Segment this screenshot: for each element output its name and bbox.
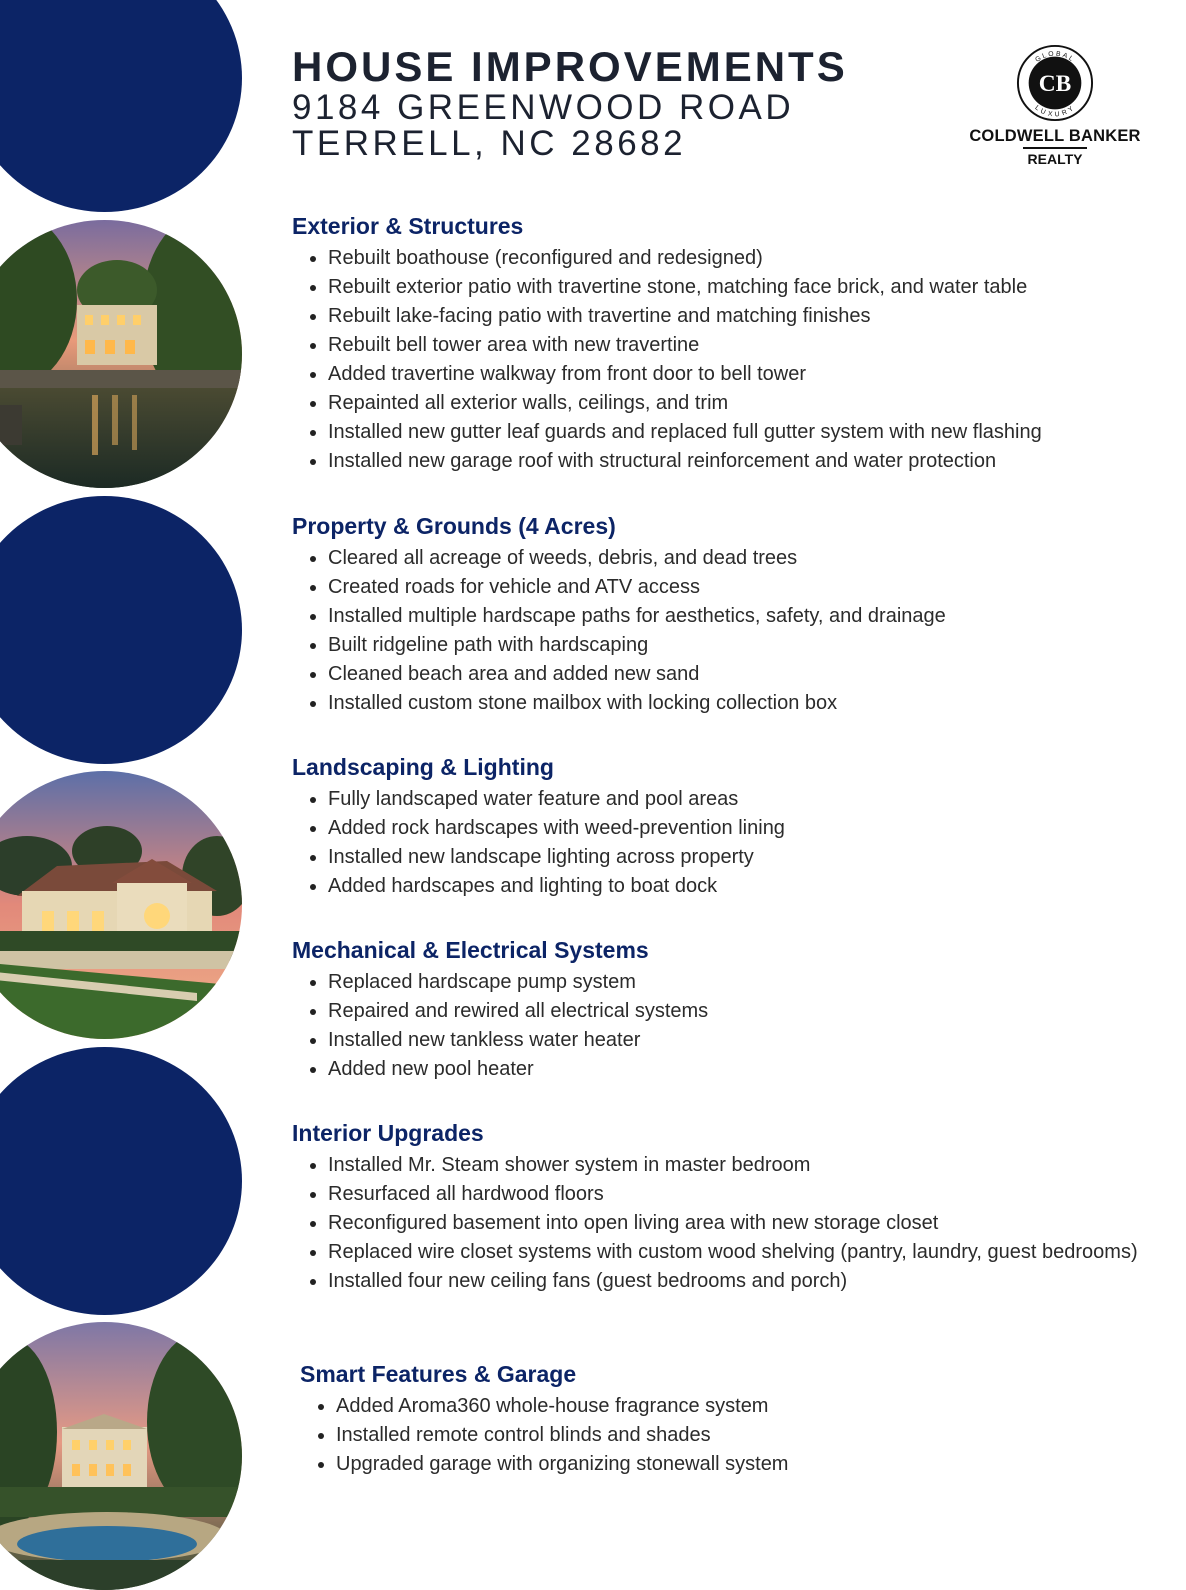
- lake-house-photo: [0, 220, 242, 488]
- seal-mark: CB: [1038, 70, 1072, 97]
- section-exterior-structures: [292, 212, 1152, 476]
- list-item: • Replaced wire closet systems with custom wood shelving (pantry, laundry, guest bedrooms): [328, 1238, 1152, 1267]
- section-landscaping-lighting: [292, 753, 1152, 901]
- coldwell-banker-logo: [962, 44, 1148, 169]
- bullet-list: [292, 244, 1152, 476]
- list-item: • Cleaned beach area and added new sand: [328, 660, 1152, 689]
- list-item: • Rebuilt bell tower area with new travertine: [328, 331, 1152, 360]
- list-item: • Added Aroma360 whole-house fragrance system: [336, 1392, 1160, 1421]
- page-title: HOUSE IMPROVEMENTS: [292, 43, 848, 90]
- section-property-grounds: [292, 512, 1152, 718]
- global-luxury-seal-icon: [1016, 44, 1094, 122]
- section-interior-upgrades: [292, 1119, 1152, 1296]
- seal-bottom-text: LUXURY: [1033, 104, 1077, 119]
- section-smart-features-garage: [300, 1360, 1160, 1479]
- section-heading: Exterior & Structures: [292, 213, 524, 239]
- section-heading: Property & Grounds (4 Acres): [292, 513, 616, 539]
- list-item: • Rebuilt lake-facing patio with travertine and matching finishes: [328, 302, 1152, 331]
- list-item: • Resurfaced all hardwood floors: [328, 1180, 1152, 1209]
- section-heading: Mechanical & Electrical Systems: [292, 937, 649, 963]
- section-heading: Landscaping & Lighting: [292, 754, 554, 780]
- list-item: • Installed custom stone mailbox with locking collection box: [328, 689, 1152, 718]
- house-exterior-photo: [0, 771, 242, 1039]
- list-item: • Reconfigured basement into open living area with new storage closet: [328, 1209, 1152, 1238]
- bullet-list: [300, 1392, 1160, 1479]
- section-heading: Smart Features & Garage: [300, 1361, 577, 1387]
- address-line-2: TERRELL, NC 28682: [292, 124, 687, 163]
- list-item: • Installed new tankless water heater: [328, 1026, 1152, 1055]
- list-item: • Added rock hardscapes with weed-prevention lining: [328, 814, 1152, 843]
- list-item: • Installed new landscape lighting across property: [328, 843, 1152, 872]
- section-mechanical-electrical: [292, 936, 1152, 1084]
- list-item: • Added travertine walkway from front door to bell tower: [328, 360, 1152, 389]
- address-line-1: 9184 GREENWOOD ROAD: [292, 88, 795, 127]
- bullet-list: [292, 544, 1152, 718]
- bullet-list: [292, 1151, 1152, 1296]
- pool-house-photo: [0, 1322, 242, 1590]
- list-item: • Added new pool heater: [328, 1055, 1152, 1084]
- list-item: • Installed four new ceiling fans (guest bedrooms and porch): [328, 1267, 1152, 1296]
- document-header: [292, 44, 848, 162]
- list-item: • Upgraded garage with organizing stonewall system: [336, 1450, 1160, 1479]
- brand-name: COLDWELL BANKER: [969, 127, 1141, 145]
- list-item: • Fully landscaped water feature and pool areas: [328, 785, 1152, 814]
- section-heading: Interior Upgrades: [292, 1120, 484, 1146]
- list-item: • Rebuilt boathouse (reconfigured and redesigned): [328, 244, 1152, 273]
- seal-top-text: GLOBAL: [1034, 50, 1076, 64]
- list-item: • Cleared all acreage of weeds, debris, and dead trees: [328, 544, 1152, 573]
- list-item: • Built ridgeline path with hardscaping: [328, 631, 1152, 660]
- list-item: • Installed new gutter leaf guards and replaced full gutter system with new flashing: [328, 418, 1152, 447]
- list-item: • Created roads for vehicle and ATV access: [328, 573, 1152, 602]
- bullet-list: [292, 785, 1152, 901]
- list-item: • Installed remote control blinds and shades: [336, 1421, 1160, 1450]
- list-item: • Installed new garage roof with structural reinforcement and water protection: [328, 447, 1152, 476]
- navy-circle: [0, 496, 242, 764]
- brand-sub: REALTY: [1023, 147, 1087, 168]
- list-item: • Rebuilt exterior patio with travertine stone, matching face brick, and water table: [328, 273, 1152, 302]
- list-item: • Added hardscapes and lighting to boat dock: [328, 872, 1152, 901]
- list-item: • Repainted all exterior walls, ceilings, and trim: [328, 389, 1152, 418]
- bullet-list: [292, 968, 1152, 1084]
- list-item: • Installed multiple hardscape paths for aesthetics, safety, and drainage: [328, 602, 1152, 631]
- navy-circle: [0, 0, 242, 212]
- navy-circle: [0, 1047, 242, 1315]
- list-item: • Replaced hardscape pump system: [328, 968, 1152, 997]
- list-item: • Repaired and rewired all electrical systems: [328, 997, 1152, 1026]
- list-item: • Installed Mr. Steam shower system in master bedroom: [328, 1151, 1152, 1180]
